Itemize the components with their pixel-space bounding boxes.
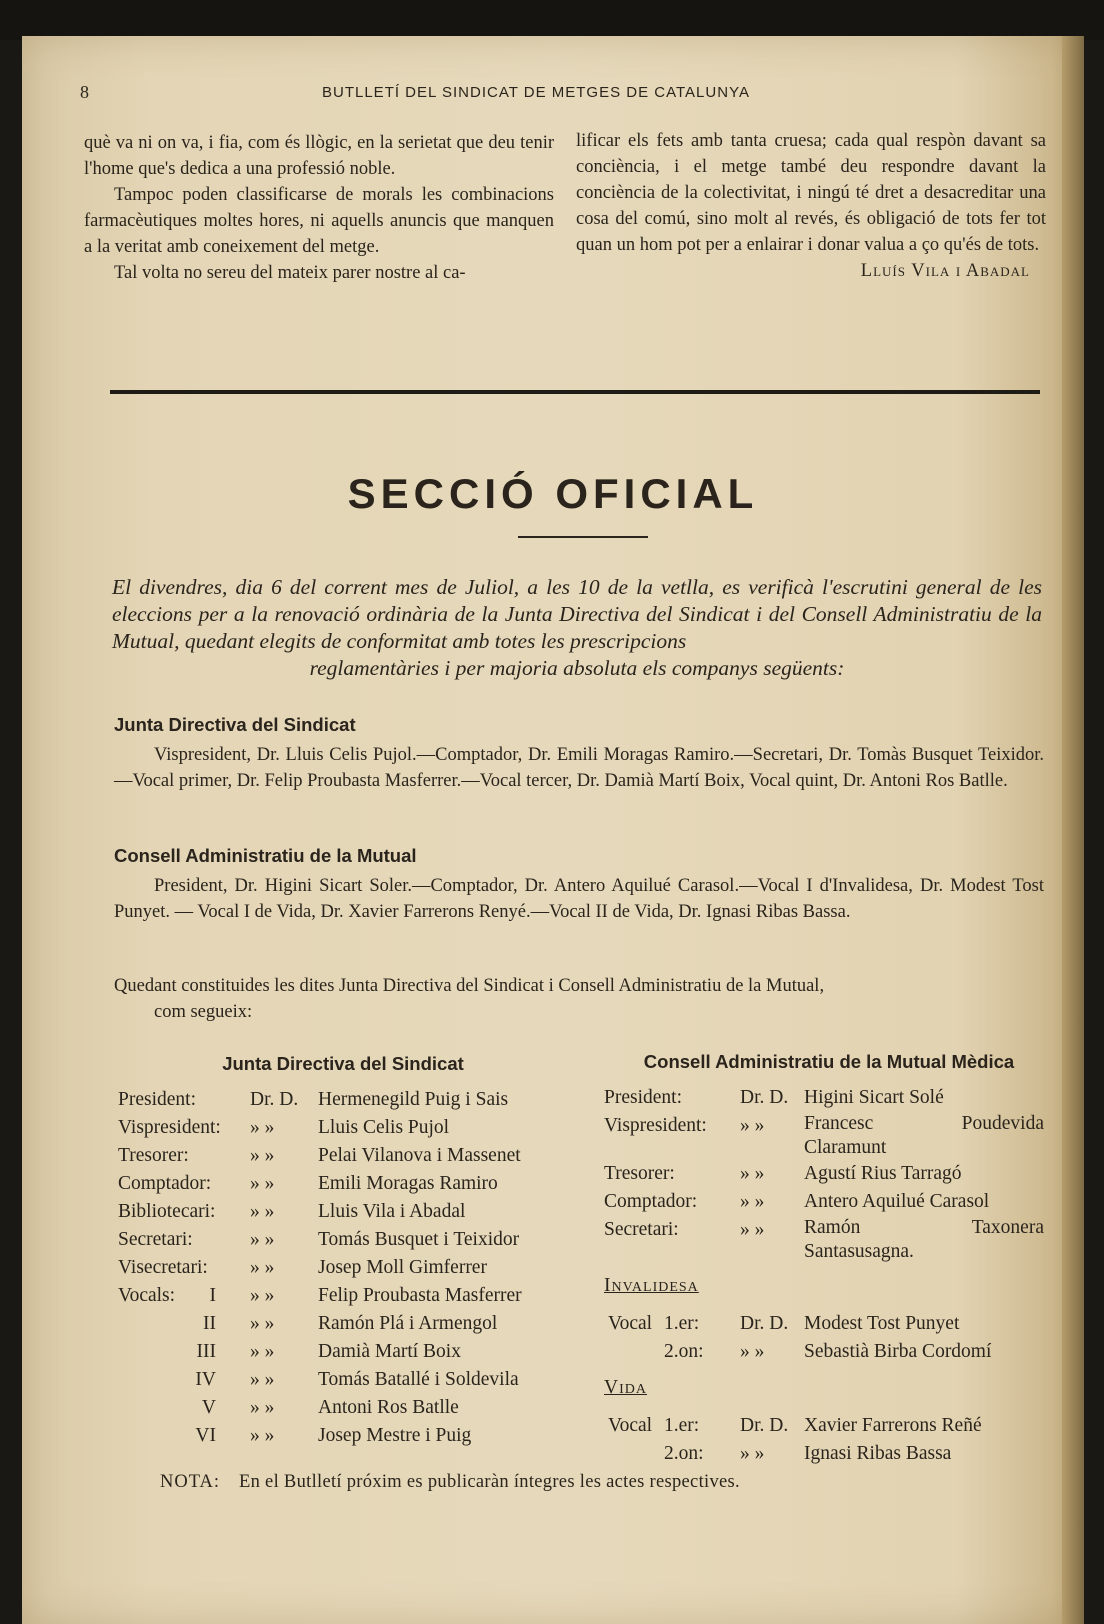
- member-name: Emili Moragas Ramiro: [318, 1173, 498, 1194]
- table-row: [118, 1114, 568, 1142]
- member-name: Damià Martí Boix: [318, 1341, 461, 1362]
- constituted-line-1: Quedant constituides les dites Junta Directiva del Sindicat i Consell Administratiu de la Mutual,: [114, 976, 825, 996]
- role-label: Comptador:: [118, 1173, 212, 1194]
- title-abbrev: » »: [250, 1341, 275, 1362]
- consell-table: [604, 1048, 1054, 1468]
- role-label: Vocal: [608, 1415, 653, 1436]
- member-name: Josep Mestre i Puig: [318, 1425, 472, 1446]
- table-row: [118, 1366, 568, 1394]
- vocal-number: III: [196, 1341, 216, 1362]
- constituted-paragraph: [114, 973, 1044, 1025]
- member-name: Ignasi Ribas Bassa: [804, 1443, 952, 1464]
- table-row: [604, 1112, 1054, 1160]
- role-label: Comptador:: [604, 1191, 698, 1212]
- role-label: Tresorer:: [118, 1145, 189, 1166]
- table-row: [604, 1216, 1054, 1264]
- title-abbrev: » »: [740, 1443, 765, 1464]
- journal-title: BUTLLETÍ DEL SINDICAT DE METGES DE CATALUNYA: [322, 84, 750, 101]
- junta-body: Vispresident, Dr. Lluis Celis Pujol.—Comptador, Dr. Emili Moragas Ramiro.—Secretari, Dr. Tomàs Busquet Teixidor.—Vocal primer, Dr. Felip Proubasta Masferrer.—Vocal tercer, Dr. Damià Martí Boix, Vocal quint, Dr. Antoni Ros Batlle.: [114, 745, 1044, 791]
- role-label: President:: [118, 1089, 196, 1110]
- scan-background: [0, 0, 1104, 40]
- member-name: Antoni Ros Batlle: [318, 1397, 459, 1418]
- intro-paragraph: [112, 574, 1042, 682]
- title-abbrev: » »: [250, 1257, 275, 1278]
- member-name: Agustí Rius Tarragó: [804, 1163, 962, 1184]
- title-abbrev: Dr. D.: [740, 1087, 789, 1108]
- junta-table-heading: Junta Directiva del Sindicat: [222, 1053, 464, 1074]
- page-number: 8: [80, 82, 90, 102]
- author-signature: Lluís Vila i Abadal: [860, 261, 1030, 281]
- table-row: [604, 1310, 1054, 1338]
- role-label: Vocal: [608, 1313, 653, 1334]
- member-name: Lluis Vila i Abadal: [318, 1201, 466, 1222]
- title-underline: [518, 536, 648, 538]
- table-row: [118, 1226, 568, 1254]
- role-label: Vispresident:: [604, 1115, 707, 1136]
- title-abbrev: Dr. D.: [740, 1415, 789, 1436]
- member-name: Higini Sicart Solé: [804, 1087, 944, 1108]
- vida-heading: Vida: [604, 1377, 647, 1398]
- member-name: Hermenegild Puig i Sais: [318, 1089, 509, 1110]
- title-abbrev: » »: [740, 1219, 765, 1240]
- role-label: Secretari:: [604, 1219, 679, 1240]
- table-row: [118, 1394, 568, 1422]
- role-label: Vocals:: [118, 1285, 176, 1306]
- member-name: Tomás Busquet i Teixidor: [318, 1229, 520, 1250]
- member-name: Ramón Plá i Armengol: [318, 1313, 498, 1334]
- junta-elected-block: [114, 712, 1044, 794]
- ordinal: 1.er:: [664, 1415, 700, 1436]
- invalidesa-heading: Invalidesa: [604, 1275, 699, 1296]
- role-label: Bibliotecari:: [118, 1201, 216, 1222]
- member-name: Josep Moll Gimferrer: [318, 1257, 487, 1278]
- nota-text: En el Butlletí próxim es publicaràn íntegres les actes respectives.: [238, 1472, 740, 1492]
- member-name: Pelai Vilanova i Massenet: [318, 1145, 521, 1166]
- table-row: [604, 1084, 1054, 1112]
- nota-label: NOTA:: [160, 1472, 221, 1492]
- title-abbrev: » »: [250, 1369, 275, 1390]
- member-name: Tomás Batallé i Soldevila: [318, 1369, 519, 1390]
- table-row: [604, 1440, 1054, 1468]
- title-abbrev: » »: [250, 1425, 275, 1446]
- consell-body: President, Dr. Higini Sicart Soler.—Comptador, Dr. Antero Aquilué Carasol.—Vocal I d'Invalidesa, Dr. Modest Tost Punyet. — Vocal I de Vida, Dr. Xavier Farrerons Renyé.—Vocal II de Vida, Dr. Ignasi Ribas Bassa.: [114, 876, 1044, 922]
- section-title: SECCIÓ OFICIAL: [347, 470, 759, 517]
- title-abbrev: » »: [740, 1163, 765, 1184]
- table-row: [118, 1422, 568, 1450]
- title-abbrev: » »: [250, 1173, 275, 1194]
- consell-table-heading: Consell Administratiu de la Mutual Mèdica: [643, 1051, 1015, 1072]
- member-name: Modest Tost Punyet: [804, 1313, 960, 1334]
- left-paragraph-1: què va ni on va, i fia, com és llògic, en la serietat que deu tenir l'home que's dedica a una professió noble.: [84, 133, 554, 179]
- constituted-line-2: com segueix:: [154, 1002, 253, 1022]
- table-row: [118, 1310, 568, 1338]
- title-abbrev: » »: [250, 1229, 275, 1250]
- vocal-number: II: [203, 1313, 216, 1334]
- role-label: Vispresident:: [118, 1117, 221, 1138]
- vocal-number: VI: [195, 1425, 216, 1446]
- title-abbrev: » »: [740, 1341, 765, 1362]
- role-label: President:: [604, 1087, 682, 1108]
- right-paragraph-1: lificar els fets amb tanta cruesa; cada qual respòn davant sa conciència, i el metge també deu respondre davant la conciència de la colectivitat, i ningú té dret a desacreditar una cosa del comú, sino molt al revés, és obligació de tots fer tot quan un hom pot per a enlairar i donar valua a ço qu'és de tots.: [576, 131, 1046, 255]
- junta-table: [118, 1050, 568, 1450]
- table-row: [118, 1170, 568, 1198]
- title-abbrev: » »: [250, 1117, 275, 1138]
- nota-line: [160, 1472, 740, 1493]
- title-abbrev: » »: [250, 1145, 275, 1166]
- title-abbrev: Dr. D.: [740, 1313, 789, 1334]
- intro-text: El divendres, dia 6 del corrent mes de Juliol, a les 10 de la vetlla, es verificà l'escrutini general de les eleccions per a la renovació ordinària de la Junta Directiva del Sindicat i del Consell Administratiu de la Mutual, quedant elegits de conformitat amb totes les prescripcions: [112, 575, 1042, 653]
- member-name: Felip Proubasta Masferrer: [318, 1285, 522, 1306]
- vocal-number: V: [201, 1397, 216, 1418]
- title-abbrev: » »: [740, 1115, 765, 1136]
- role-label: Visecretari:: [118, 1257, 208, 1278]
- consell-heading: Consell Administratiu de la Mutual: [114, 845, 417, 866]
- table-row: [118, 1086, 568, 1114]
- title-abbrev: » »: [740, 1191, 765, 1212]
- member-name: Lluis Celis Pujol: [318, 1117, 450, 1138]
- title-abbrev: » »: [250, 1201, 275, 1222]
- table-row: [118, 1198, 568, 1226]
- right-column: [576, 128, 1046, 284]
- left-paragraph-2: Tampoc poden classificarse de morals les combinacions farmacèutiques moltes hores, ni aquells anuncis que manquen a la veritat amb coneixement del metge.: [84, 185, 554, 257]
- table-row: [118, 1282, 568, 1310]
- ordinal: 1.er:: [664, 1313, 700, 1334]
- table-row: [118, 1338, 568, 1366]
- ordinal: 2.on:: [664, 1341, 704, 1362]
- page-spine-shadow: [1062, 36, 1084, 1624]
- consell-elected-block: [114, 843, 1044, 925]
- junta-heading: Junta Directiva del Sindicat: [114, 714, 356, 735]
- member-name: Xavier Farrerons Reñé: [804, 1415, 982, 1436]
- table-row: [118, 1142, 568, 1170]
- left-paragraph-3: Tal volta no sereu del mateix parer nostre al ca-: [114, 263, 466, 283]
- table-row: [604, 1338, 1054, 1366]
- title-abbrev: » »: [250, 1285, 275, 1306]
- title-abbrev: Dr. D.: [250, 1089, 299, 1110]
- table-row: [604, 1160, 1054, 1188]
- vocal-number: I: [209, 1285, 216, 1306]
- left-column: [84, 130, 554, 286]
- member-name: Sebastià Birba Cordomí: [804, 1341, 992, 1362]
- member-name: Antero Aquilué Carasol: [804, 1191, 990, 1212]
- table-row: [118, 1254, 568, 1282]
- member-name: Francesc Poudevida Claramunt: [804, 1113, 1044, 1158]
- table-row: [604, 1188, 1054, 1216]
- role-label: Secretari:: [118, 1229, 193, 1250]
- ordinal: 2.on:: [664, 1443, 704, 1464]
- vocal-number: IV: [195, 1369, 216, 1390]
- table-row: [604, 1412, 1054, 1440]
- title-abbrev: » »: [250, 1397, 275, 1418]
- role-label: Tresorer:: [604, 1163, 675, 1184]
- intro-last-line: reglamentàries i per majoria absoluta els companys següents:: [309, 656, 845, 680]
- running-header: [80, 82, 1040, 106]
- member-name: Ramón Taxonera Santasusagna.: [804, 1217, 1044, 1262]
- title-abbrev: » »: [250, 1313, 275, 1334]
- section-divider: [110, 390, 1040, 394]
